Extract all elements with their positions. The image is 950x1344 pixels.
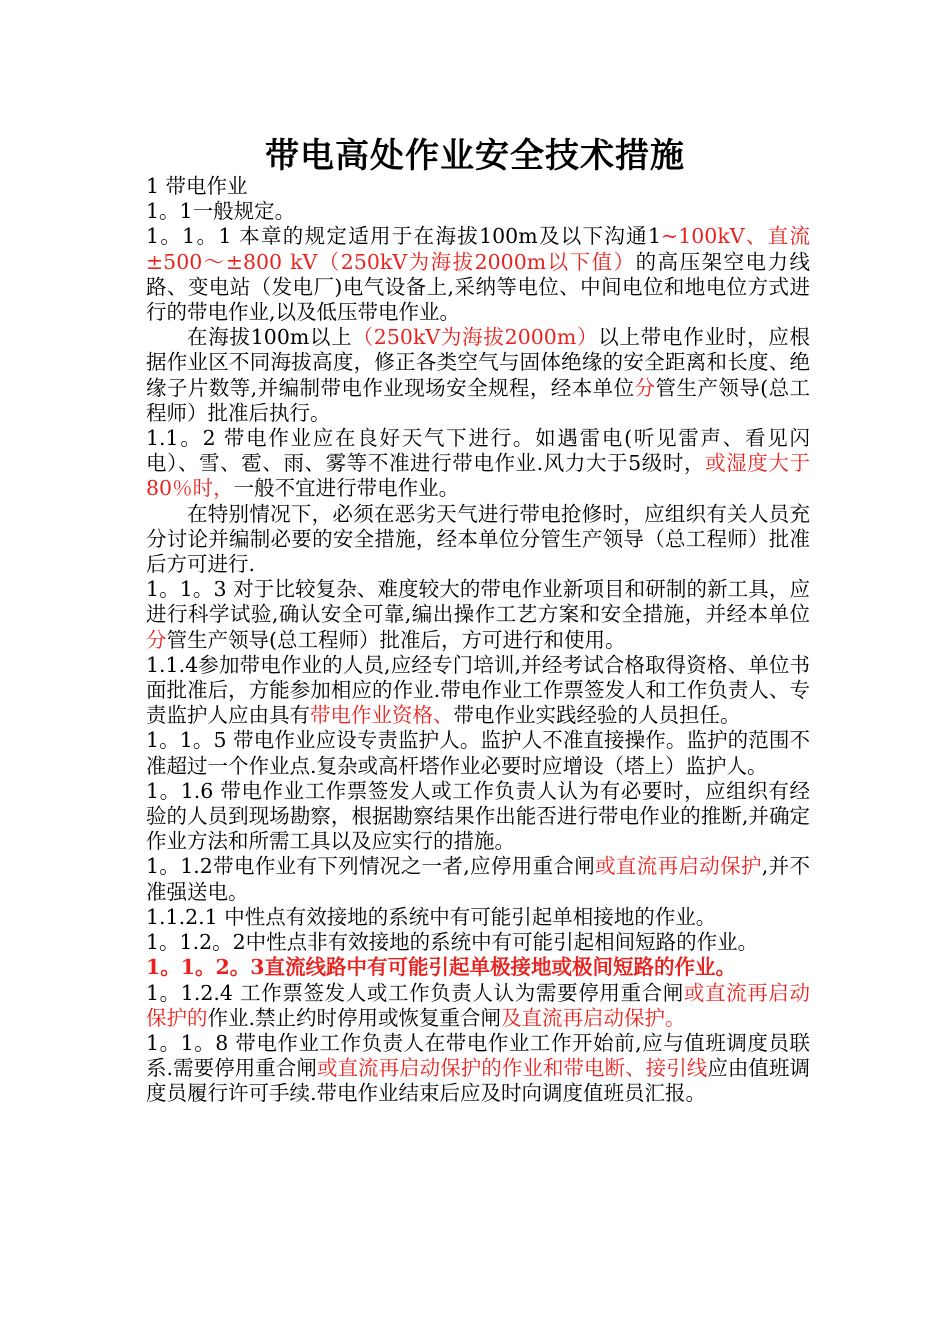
clause-text: 一般不宜进行带电作业。 xyxy=(233,476,460,501)
subsection-heading: 1。1一般规定。 xyxy=(146,199,296,224)
clause-1-1-5: 1。1。5 带电作业应设专责监护人。监护人不准直接操作。监护的范围不准超过一个作业点.复杂或高杆塔作业必要时应增设（塔上）监护人。 xyxy=(146,728,810,778)
clause-1-1-2-4 xyxy=(146,981,810,1031)
clause-1-1-2 xyxy=(146,426,810,502)
clause-1-1-3 xyxy=(146,577,810,653)
clause-text: ,并不准强送电。 xyxy=(146,854,810,904)
highlighted-text: 带电作业资格、 xyxy=(310,703,454,728)
clause-text: 1。1。8 带电作业工作负责人在带电作业工作开始前,应与值班调度员联系.需要停用重合闸 xyxy=(146,1030,810,1081)
clause-text: 1。1。1 本章的规定适用于在海拔100m及以下沟通1 xyxy=(146,224,662,249)
clause-1-1-2-2: 1。1.2。2中性点非有效接地的系统中有可能引起相间短路的作业。 xyxy=(146,930,759,955)
clause-text: 在海拔100m以上 xyxy=(187,325,353,350)
clause-text: 应由值班调度员履行许可手续.带电作业结束后应及时向调度值班员汇报。 xyxy=(146,1056,810,1106)
document-body xyxy=(146,174,810,1107)
highlighted-text: 或直流再启动保护的作业和带电断、接引线 xyxy=(316,1056,708,1081)
highlighted-text: （250kV为海拔2000m） xyxy=(352,325,599,350)
clause-text: 的高压架空电力线路、变电站（发电厂)电气设备上,采纳等电位、中间电位和地电位方式进行的带电作业,以及低压带电作业。 xyxy=(146,249,810,325)
clause-text: 1。1.2带电作业有下列情况之一者,应停用重合闸 xyxy=(146,854,596,879)
highlighted-text: 或湿度大于80％时， xyxy=(146,451,811,501)
clause-1-1-2-paragraph-2: 在特别情况下，必须在恶劣天气进行带电抢修时，应组织有关人员充分讨论并编制必要的安全措施，经本单位分管生产领导（总工程师）批准后方可进行. xyxy=(146,501,810,577)
clause-1-1-1 xyxy=(146,224,810,325)
highlighted-text: ~100kV、直流±500～±800 kV（250kV为海拔2000m以下值） xyxy=(146,224,810,274)
highlighted-text: 分 xyxy=(146,627,167,652)
clause-1-1-8 xyxy=(146,1031,810,1107)
highlighted-text: 分 xyxy=(634,375,656,400)
clause-1-1-2-reclose xyxy=(146,854,810,904)
clause-1-1-1-paragraph-2 xyxy=(146,325,810,426)
highlighted-text: 及直流再启动保护。 xyxy=(501,1005,686,1030)
clause-1-1-2-3: 1。1。2。3直流线路中有可能引起单极接地或极间短路的作业。 xyxy=(146,955,737,980)
clause-text: 以上带电作业时，应根据作业区不同海拔高度，修正各类空气与固体绝缘的安全距离和长度、绝缘子片数等,并编制带电作业现场安全规程，经本单位 xyxy=(146,325,810,400)
highlighted-text: 或直流再启动保护 xyxy=(595,854,762,879)
clause-text: 1.1。2 带电作业应在良好天气下进行。如遇雷电(听见雷声、看见闪电）、雪、雹、雨、雾等不准进行带电作业.风力大于5级时， xyxy=(146,426,810,476)
highlighted-text: 或直流再启动保护的 xyxy=(146,980,811,1030)
section-heading: 1 带电作业 xyxy=(146,174,248,198)
clause-text: 作业.禁止约时停用或恢复重合闸 xyxy=(207,1005,502,1030)
clause-text: 带电作业实践经验的人员担任。 xyxy=(453,703,741,728)
clause-text: 1.1.4参加带电作业的人员,应经专门培训,并经考试合格取得资格、单位书面批准后，方能参加相应的作业.带电作业工作票签发人和工作负责人、专责监护人应由具有 xyxy=(146,652,810,728)
clause-text: 管生产领导(总工程师）批准后，方可进行和使用。 xyxy=(166,627,626,652)
clause-text: 管生产领导(总工程师）批准后执行。 xyxy=(146,375,811,425)
clause-1-1-4 xyxy=(146,653,810,729)
page-title: 带电高处作业安全技术措施 xyxy=(265,136,685,176)
clause-text: 1。1。3 对于比较复杂、难度较大的带电作业新项目和研制的新工具，应进行科学试验,确认安全可靠,编出操作工艺方案和安全措施，并经本单位 xyxy=(146,577,810,627)
clause-1-1-2-1: 1.1.2.1 中性点有效接地的系统中有可能引起单相接地的作业。 xyxy=(146,904,717,929)
clause-1-1-6: 1。1.6 带电作业工作票签发人或工作负责人认为有必要时，应组织有经验的人员到现场勘察，根据勘察结果作出能否进行带电作业的推断,并确定作业方法和所需工具以及应实行的措施。 xyxy=(146,778,810,854)
clause-text: 1。1.2.4 工作票签发人或工作负责人认为需要停用重合闸 xyxy=(146,980,684,1005)
